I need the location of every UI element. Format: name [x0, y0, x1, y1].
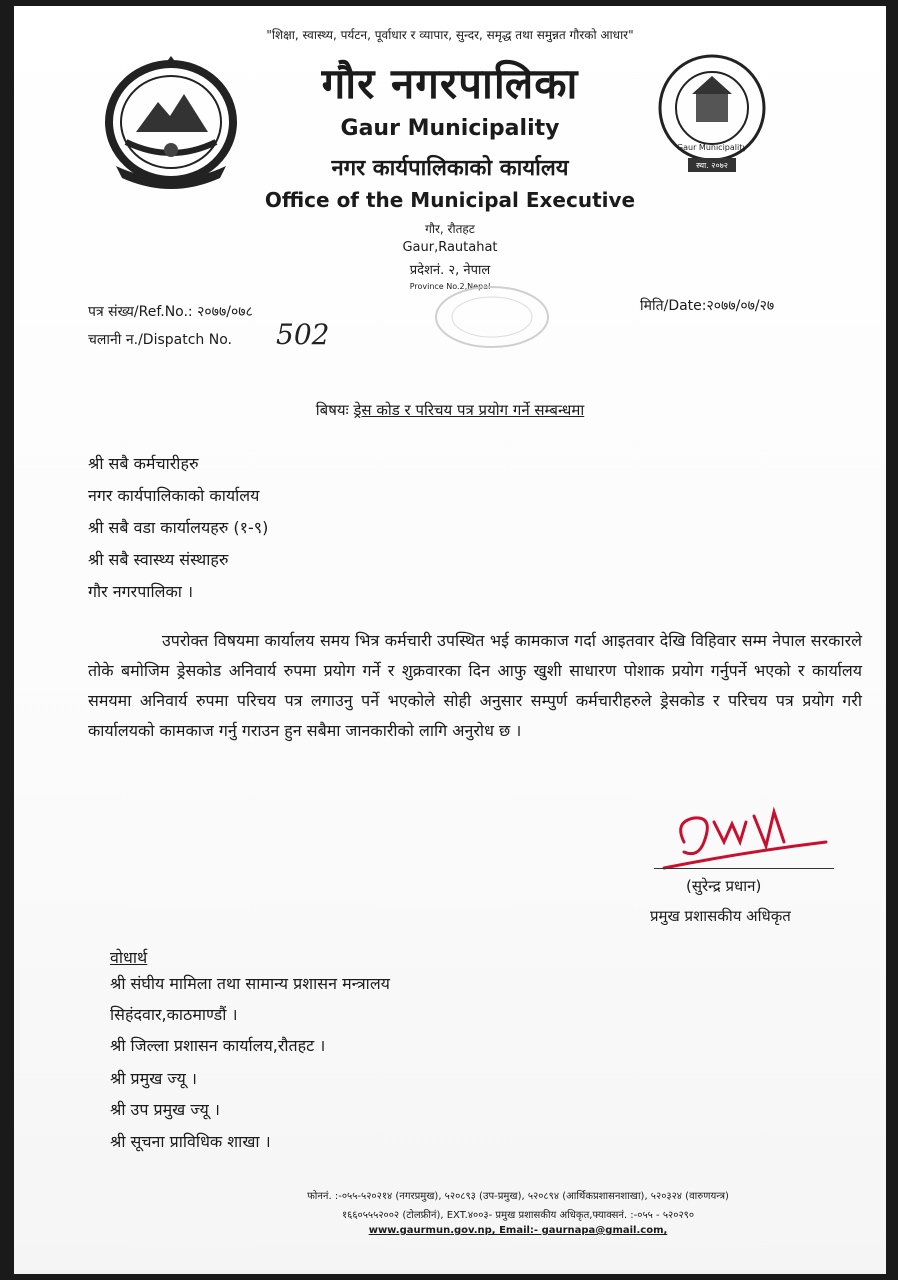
- cc-item: सिहंदवार,काठमाण्डौं ।: [110, 1005, 238, 1024]
- footer-phone: फोननं. :-०५५-५२०२१४ (नगरप्रमुख), ५२०८९३ (उप-प्रमुख), ५२०८९४ (आर्थिकप्रशासनशाखा), ५२०३२४ (वारुणयन्त्र): [307, 1191, 729, 1202]
- office-nepali: नगर कार्यपालिकाको कार्यालय: [331, 156, 569, 181]
- cc-item: श्री संघीय मामिला तथा सामान्य प्रशासन मन्त्रालय: [110, 974, 390, 993]
- subject-text: ड्रेस कोड र परिचय पत्र प्रयोग गर्ने सम्बन्धमा: [353, 401, 585, 419]
- title-nepali: गौर नगरपालिका: [321, 59, 579, 108]
- office-english: Office of the Municipal Executive: [264, 188, 636, 212]
- logo-caption: Gaur Municipality: [676, 143, 748, 152]
- signatory-title: प्रमुख प्रशासकीय अधिकृत: [650, 907, 791, 925]
- signature-icon: [654, 802, 834, 872]
- logo-year: स्था. २०७२: [696, 161, 728, 170]
- cc-item: श्री उप प्रमुख ज्यू ।: [110, 1100, 220, 1119]
- footer-web-email[interactable]: www.gaurmun.gov.np, Email:- gaurnapa@gmail.com,: [368, 1225, 668, 1236]
- motto: "शिक्षा, स्वास्थ्य, पर्यटन, पूर्वाधार र व्यापार, सुन्दर, समृद्ध तथा समुन्नत गौरको आधार": [266, 28, 634, 42]
- cc-item: श्री प्रमुख ज्यू ।: [110, 1069, 197, 1088]
- signatory-name: (सुरेन्द्र प्रधान): [686, 877, 762, 895]
- letter-page: [14, 6, 886, 1274]
- dispatch-number: 502: [276, 318, 330, 351]
- signature-line: [654, 868, 834, 869]
- subject-line: [14, 400, 886, 420]
- recipient-line: श्री सबै कर्मचारीहरु: [88, 454, 199, 473]
- letter-body: उपरोक्त विषयमा कार्यालय समय भित्र कर्मचारी उपस्थित भई कामकाज गर्दा आइतवार देखि विहिवार सम्म नेपाल सरकारले तोके बमोजिम ड्रेसकोड अनिवार्य रुपमा प्रयोग गर्ने र शुक्रवारका दिन आफु खुशी साधारण पोशाक प्रयोग गर्नुपर्ने भएको र कार्यालय समयमा अनिवार्य रुपमा परिचय पत्र लगाउनु पर्ने भएकोले सोही अनुसार सम्पुर्ण कर्मचारीहरुले ड्रेसकोड र परिचय पत्र प्रयोग गरी कार्यालयको कामकाज गर्नु गराउन हुन सबैमा जानकारीको लागि अनुरोध छ ।: [88, 631, 862, 740]
- recipient-line: गौर नगरपालिका ।: [88, 582, 194, 601]
- footer-tollfree: १६६०५५५२००२ (टोलफ्रीनं), EXT.४००३- प्रमुख प्रशासकीय अधिकृत,फ्याक्सनं. :-०५५ - ५२०२९०: [341, 1210, 695, 1221]
- subject-label: बिषयः: [315, 401, 349, 419]
- dispatch-label: चलानी न./Dispatch No.: [88, 332, 232, 348]
- office-stamp-icon: [432, 282, 552, 352]
- recipient-line: श्री सबै स्वास्थ्य संस्थाहरु: [88, 550, 229, 569]
- letter-date: मिति/Date:२०७७/०७/२७: [640, 298, 775, 314]
- cc-item: श्री सूचना प्राविधिक शाखा ।: [110, 1132, 271, 1151]
- reference-number: पत्र संख्य/Ref.No.: २०७७/०७८: [88, 304, 253, 320]
- address-line: गौर, रौतहट: [425, 222, 475, 236]
- cc-heading: वोधार्थ: [110, 948, 148, 967]
- address-line: Gaur,Rautahat: [402, 240, 498, 255]
- address-line: प्रदेशनं. २, नेपाल: [409, 263, 491, 278]
- address-line: Province No.2,Nepal: [409, 282, 491, 291]
- recipient-line: नगर कार्यपालिकाको कार्यालय: [88, 486, 260, 505]
- title-english: Gaur Municipality: [340, 116, 560, 141]
- cc-item: श्री जिल्ला प्रशासन कार्यालय,रौतहट ।: [110, 1036, 326, 1055]
- recipient-line: श्री सबै वडा कार्यालयहरु (१-९): [88, 518, 269, 537]
